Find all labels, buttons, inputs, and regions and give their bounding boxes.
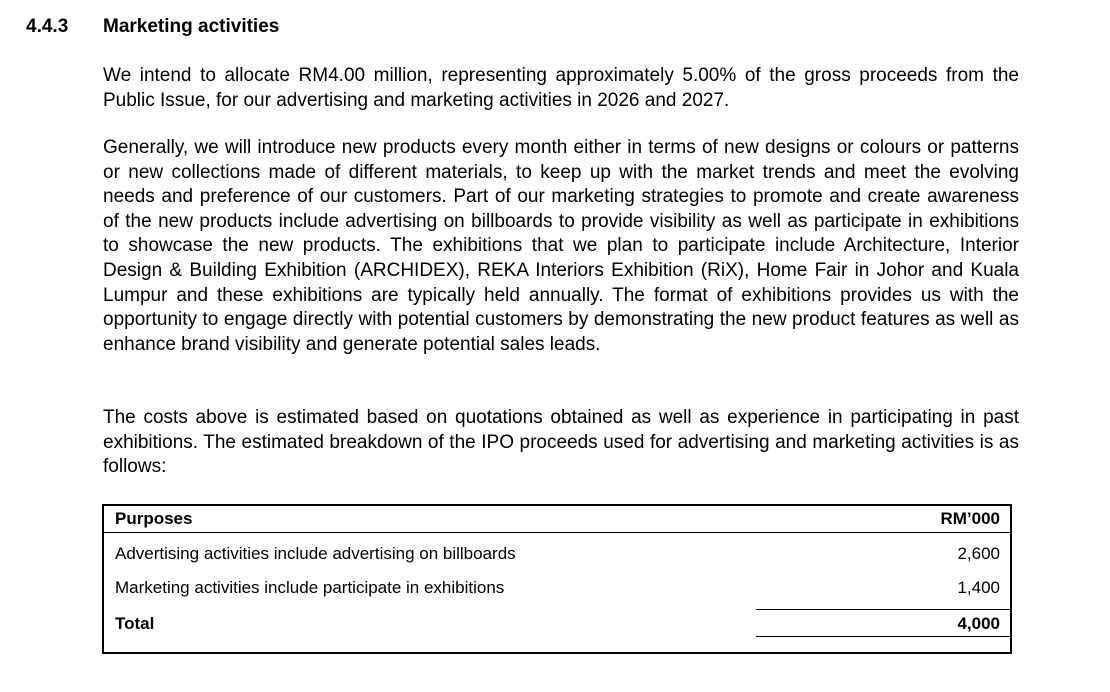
row-label: Marketing activities include participate in exhibitions <box>115 578 505 597</box>
table-header-row <box>104 506 1010 533</box>
total-top-rule <box>756 609 1012 610</box>
row-label: Advertising activities include advertising on billboards <box>115 544 516 563</box>
table-row <box>104 575 1010 605</box>
section-number: 4.4.3 <box>26 16 69 37</box>
table-row <box>104 541 1010 571</box>
total-bottom-rule <box>756 636 1012 637</box>
paragraph-cost-basis: The costs above is estimated based on quotations obtained as well as experience in participating in past exhibitions. The estimated breakdown of the IPO proceeds used for advertising and marketing activities is as follows: <box>103 407 1019 478</box>
total-label: Total <box>115 614 155 633</box>
proceeds-breakdown-table <box>102 504 1012 654</box>
row-amount: 2,600 <box>957 544 1000 563</box>
section-title: Marketing activities <box>103 16 280 37</box>
column-header-amount: RM’000 <box>940 509 1000 528</box>
column-header-purposes: Purposes <box>115 509 193 528</box>
total-amount: 4,000 <box>957 614 1000 633</box>
row-amount: 1,400 <box>957 578 1000 597</box>
paragraph-allocation: We intend to allocate RM4.00 million, representing approximately 5.00% of the gross proceeds from the Public Issue, for our advertising and marketing activities in 2026 and 2027. <box>103 65 1019 111</box>
paragraph-strategy: Generally, we will introduce new products every month either in terms of new designs or colours or patterns or new collections made of different materials, to keep up with the market trends and meet the evolving needs and preference of our customers. Part of our marketing strategies to promote and create awareness of the new products include advertising on billboards to provide visibility as well as participate in exhibitions to showcase the new products. The exhibitions that we plan to participate include Architecture, Interior Design & Building Exhibition (ARCHIDEX), REKA Interiors Exhibition (RiX), Home Fair in Johor and Kuala Lumpur and these exhibitions are typically held annually. The format of exhibitions provides us with the opportunity to engage directly with potential customers by demonstrating the new product features as well as enhance brand visibility and generate potential sales leads. <box>103 137 1019 355</box>
